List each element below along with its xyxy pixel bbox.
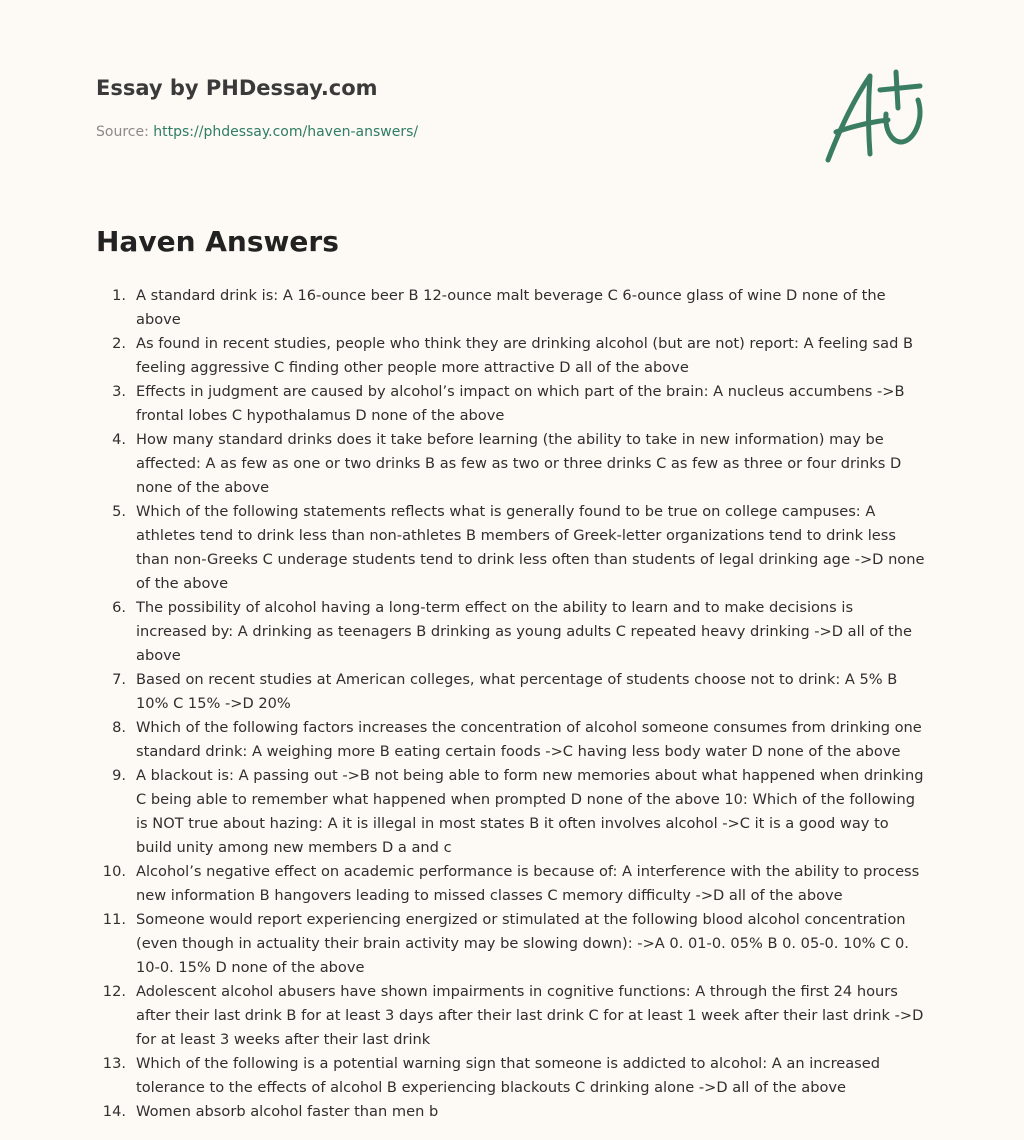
question-text: Which of the following is a potential warning sign that someone is addicted to alcohol: A an increased tolerance to the effects of alcohol B experiencing blackouts C drinking alone ->D all of the above: [136, 1055, 881, 1096]
question-text: Women absorb alcohol faster than men b: [136, 1103, 439, 1120]
question-number: 2.: [112, 335, 126, 352]
question-text: Effects in judgment are caused by alcohol’s impact on which part of the brain: A nucleus accumbens ->B frontal lobes C hypothalamus D none of the above: [136, 383, 905, 424]
source-link[interactable]: https://phdessay.com/haven-answers/: [153, 124, 419, 140]
question-number: 3.: [112, 383, 126, 400]
question-item: [112, 716, 928, 764]
question-number: 7.: [112, 671, 126, 688]
question-text: Alcohol’s negative effect on academic performance is because of: A interference with the ability to process new information B hangovers leading to missed classes C memory difficulty ->D all of the above: [136, 863, 920, 904]
question-number: 5.: [112, 503, 126, 520]
question-item: [102, 980, 928, 1052]
question-item: [102, 1052, 928, 1100]
question-text: Based on recent studies at American colleges, what percentage of students choose not to drink: A 5% B 10% C 15% ->D 20%: [136, 671, 898, 712]
question-item: [102, 1100, 928, 1124]
question-text: The possibility of alcohol having a long-term effect on the ability to learn and to make decisions is increased by: A drinking as teenagers B drinking as young adults C repeated heavy drinking ->D all of the above: [136, 599, 912, 664]
question-number: 13.: [102, 1055, 126, 1072]
question-number: 10.: [102, 863, 126, 880]
question-item: [102, 860, 928, 908]
question-number: 14.: [102, 1103, 126, 1120]
question-number: 11.: [102, 911, 126, 928]
question-number: 6.: [112, 599, 126, 616]
question-item: [112, 596, 928, 668]
question-number: 12.: [102, 983, 126, 1000]
question-item: [112, 332, 928, 380]
question-item: [112, 764, 928, 860]
question-text: Someone would report experiencing energized or stimulated at the following blood alcohol concentration (even though in actuality their brain activity may be slowing down): ->A 0. 01-0. 05% B 0. 05-0. 10% C 0. 10-0. 15% D none of the above: [136, 911, 909, 976]
question-number: 8.: [112, 719, 126, 736]
question-item: [112, 428, 928, 500]
question-list: [102, 284, 928, 1124]
question-item: [112, 500, 928, 596]
site-brand: Essay by PHDessay.com: [96, 76, 378, 100]
question-item: [102, 908, 928, 980]
question-text: Which of the following factors increases the concentration of alcohol someone consumes from drinking one standard drink: A weighing more B eating certain foods ->C having less body water D none of the above: [136, 719, 922, 760]
document-title: Haven Answers: [96, 225, 339, 258]
question-text: A blackout is: A passing out ->B not being able to form new memories about what happened when drinking C being able to remember what happened when prompted D none of the above 10: Which of the following is NOT true about hazing: A it is illegal in most states B it often involves alcohol ->C it is a good way to build unity among new members D a and c: [136, 767, 924, 856]
source-line: [96, 124, 418, 140]
a-plus-logo-icon: [818, 64, 930, 168]
question-text: Which of the following statements reflects what is generally found to be true on college campuses: A athletes tend to drink less than non-athletes B members of Greek-letter organizations tend to drink less than non-Greeks C underage students tend to drink less often than students of legal drinking age ->D none of the above: [136, 503, 925, 592]
question-text: How many standard drinks does it take before learning (the ability to take in new information) may be affected: A as few as one or two drinks B as few as two or three drinks C as few as three or four drinks D none of the above: [136, 431, 902, 496]
question-number: 9.: [112, 767, 126, 784]
question-item: [112, 668, 928, 716]
source-label: Source:: [96, 124, 149, 140]
question-number: 1.: [112, 287, 126, 304]
question-item: [112, 380, 928, 428]
question-number: 4.: [112, 431, 126, 448]
question-text: A standard drink is: A 16-ounce beer B 12-ounce malt beverage C 6-ounce glass of wine D none of the above: [136, 287, 886, 328]
question-text: Adolescent alcohol abusers have shown impairments in cognitive functions: A through the first 24 hours after their last drink B for at least 3 days after their last drink C for at least 1 week after their last drink ->D for at least 3 weeks after their last drink: [136, 983, 924, 1048]
question-item: [112, 284, 928, 332]
question-text: As found in recent studies, people who think they are drinking alcohol (but are not) report: A feeling sad B feeling aggressive C finding other people more attractive D all of the above: [136, 335, 914, 376]
